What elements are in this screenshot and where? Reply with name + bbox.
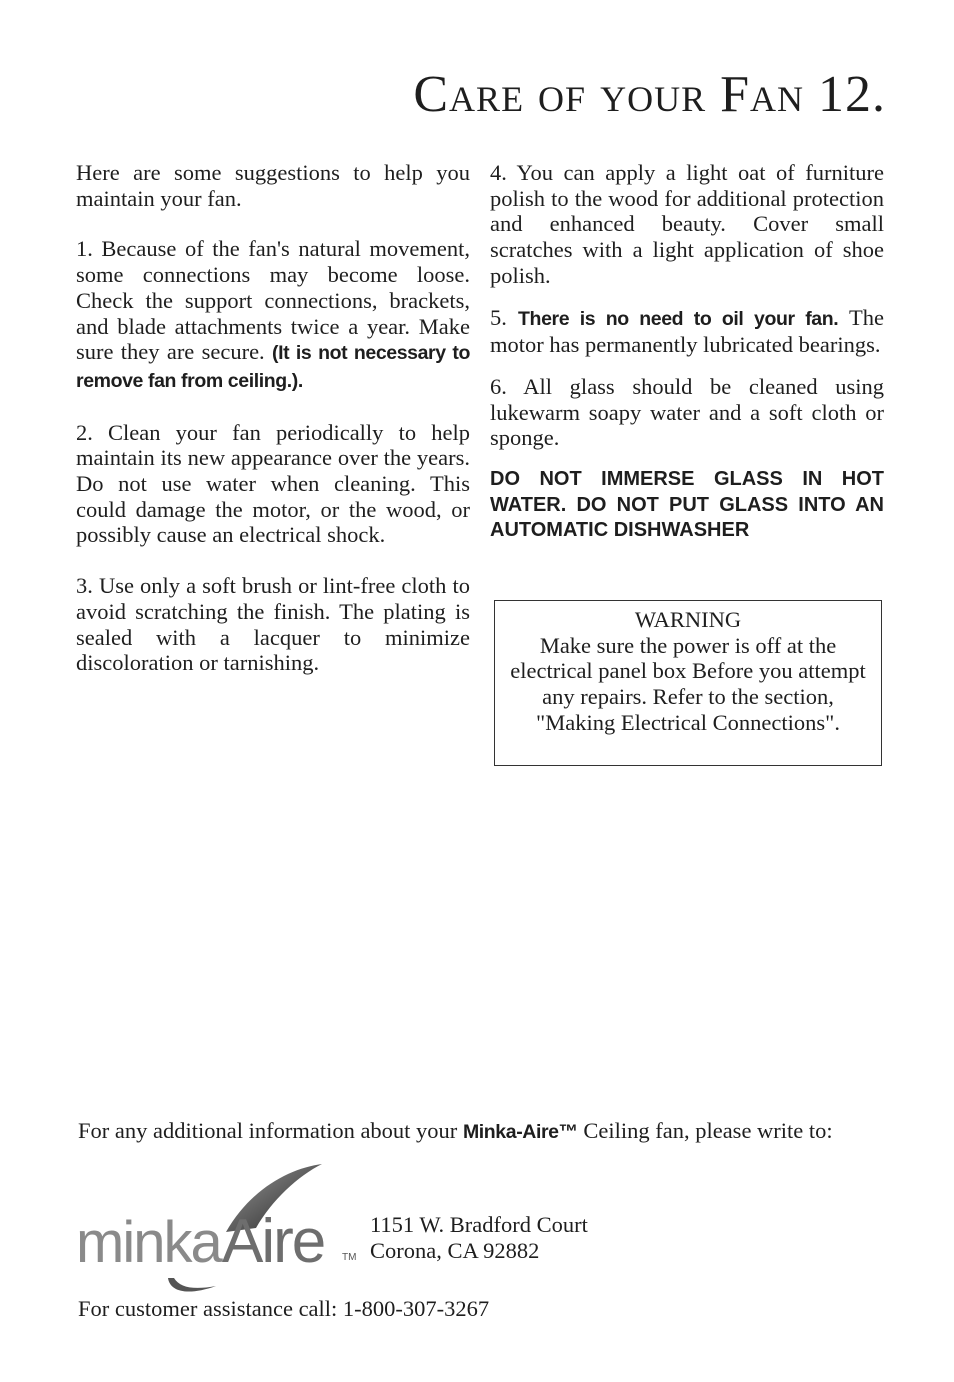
- care-item-2: 2. Clean your fan periodically to help maintain its new appearance over the years. Do not use water when cleaning. This could damage the motor, or the wood, or possibly cause an electrical shock.: [76, 419, 470, 548]
- brand-name: Minka-Aire™: [462, 1121, 578, 1143]
- additional-info-suffix: Ceiling fan, please write to:: [577, 1118, 833, 1143]
- care-item-5-rest: The motor has permanently lubricated bearings.: [490, 304, 885, 358]
- mailing-address: [370, 1212, 588, 1263]
- warning-heading: WARNING: [634, 607, 742, 632]
- care-item-4: 4. You can apply a light oat of furniture polish to the wood for additional protection and enhanced beauty. Cover small scratches with a light application of shoe polish.: [490, 160, 884, 288]
- customer-support-line: For customer assistance call: 1-800-307-3267: [78, 1296, 490, 1321]
- care-item-5-prefix: 5.: [490, 304, 519, 330]
- care-item-1-emphasis: (It is not necessary to remove fan from ceiling.).: [76, 342, 470, 392]
- logo-swoosh-bottom: [168, 1278, 216, 1292]
- address-line-1: 1151 W. Bradford Court: [370, 1212, 588, 1237]
- additional-info-prefix: For any additional information about your: [78, 1118, 463, 1143]
- care-item-1: [76, 236, 470, 394]
- care-item-3: 3. Use only a soft brush or lint-free cloth to avoid scratching the finish. The plating is sealed with a lacquer to minimize discoloration or tarnishing.: [76, 573, 470, 676]
- additional-info-text: [78, 1118, 886, 1158]
- care-item-6: 6. All glass should be cleaned using lukewarm soapy water and a soft cloth or sponge.: [490, 373, 884, 451]
- minka-aire-logo: [76, 1160, 366, 1300]
- address-line-2: Corona, CA 92882: [370, 1237, 540, 1263]
- care-item-1-text: 1. Because of the fan's natural movement, some connections may become loose. Check the support connections, brackets, and blade attachments twice a year. Make sure they are secure.: [76, 236, 470, 365]
- glass-caution: DO NOT IMMERSE GLASS IN HOT WATER. DO NOT PUT GLASS INTO AN AUTOMATIC DISHWASHER: [490, 468, 884, 542]
- care-item-5-emphasis: There is no need to oil your fan.: [518, 307, 839, 330]
- right-column: [490, 160, 884, 560]
- logo-text-aire: Aire: [222, 1207, 325, 1276]
- logo-text-minka: minka: [76, 1210, 221, 1275]
- warning-body: Make sure the power is off at the electrical panel box Before you attempt any repairs. Refer to the section, "Making Electrical Connections".: [510, 632, 866, 735]
- left-column: [76, 160, 470, 701]
- care-item-5: [490, 305, 884, 358]
- logo-tm: TM: [342, 1252, 357, 1263]
- page-title: Care of your Fan 12.: [413, 66, 886, 123]
- warning-box: [494, 600, 882, 766]
- intro-paragraph: Here are some suggestions to help you maintain your fan.: [76, 160, 470, 211]
